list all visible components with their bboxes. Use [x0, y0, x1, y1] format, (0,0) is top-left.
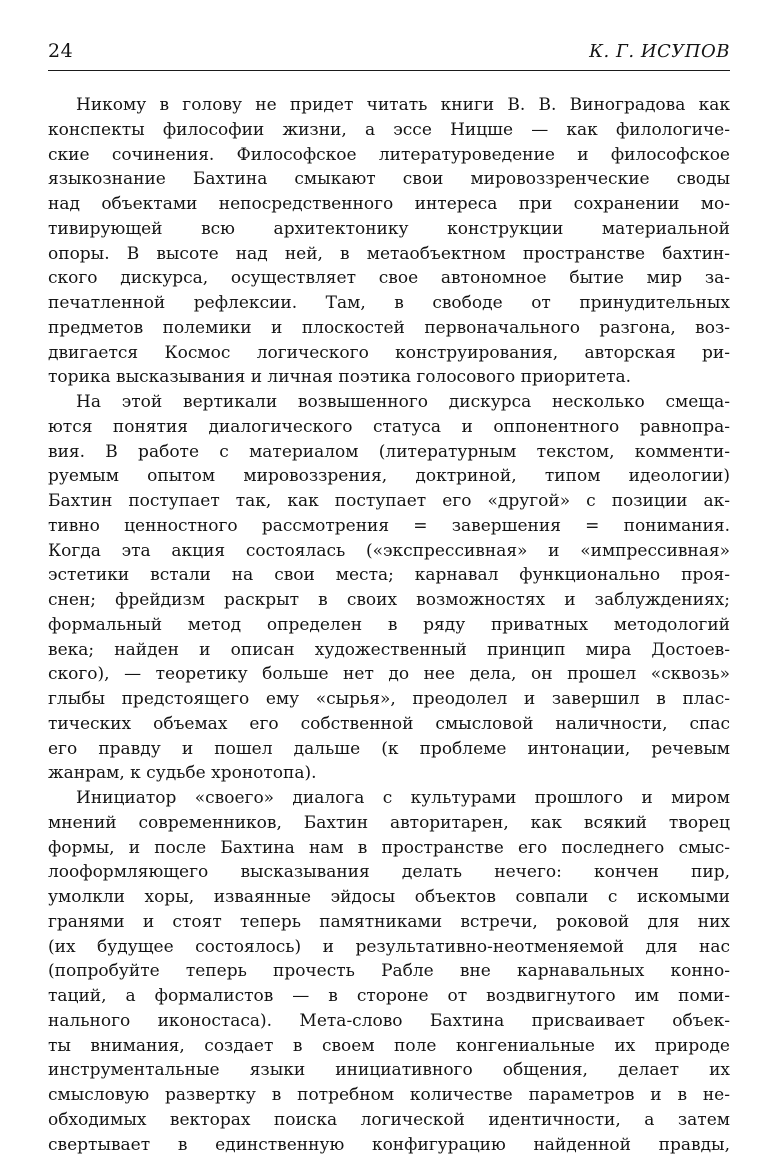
paragraph — [48, 93, 730, 390]
text-line: инструментальные языки инициативного общения, делает их — [48, 1058, 730, 1083]
text-line: эстетики встали на свои места; карнавал функционально проя- — [48, 563, 730, 588]
text-line: (попробуйте теперь прочесть Рабле вне карнавальных конно- — [48, 959, 730, 984]
text-line: мнений современников, Бахтин авторитарен, как всякий творец — [48, 811, 730, 836]
text-line: опоры. В высоте над ней, в метаобъектном пространстве бахтин- — [48, 242, 730, 267]
text-line: (их будущее состоялось) и результативно-неотменяемой для нас — [48, 935, 730, 960]
text-line: нального иконостаса). Мета-слово Бахтина присваивает объек- — [48, 1009, 730, 1034]
text-line: На этой вертикали возвышенного дискурса несколько смеща- — [48, 390, 730, 415]
text-line: Никому в голову не придет читать книги В. В. Виноградова как — [48, 93, 730, 118]
paragraph — [48, 390, 730, 786]
running-head-author: К. Г. ИСУПОВ — [589, 41, 730, 62]
text-line: Бахтин поступает так, как поступает его «другой» с позиции ак- — [48, 489, 730, 514]
text-line: ются понятия диалогического статуса и оппонентного равнопра- — [48, 415, 730, 440]
text-line: гранями и стоят теперь памятниками встречи, роковой для них — [48, 910, 730, 935]
text-line: формы, и после Бахтина нам в пространстве его последнего смыс- — [48, 836, 730, 861]
body-text — [48, 93, 730, 1157]
text-line: торика высказывания и личная поэтика голосового приоритета. — [48, 365, 730, 390]
text-line: его правду и пошел дальше (к проблеме интонации, речевым — [48, 737, 730, 762]
text-line: предметов полемики и плоскостей первоначального разгона, воз- — [48, 316, 730, 341]
paragraph — [48, 786, 730, 1157]
text-line: руемым опытом мировоззрения, доктриной, типом идеологии) — [48, 464, 730, 489]
text-line: ского), — теоретику больше нет до нее дела, он прошел «сквозь» — [48, 662, 730, 687]
book-page — [48, 40, 730, 1157]
text-line: тивно ценностного рассмотрения = завершения = понимания. — [48, 514, 730, 539]
text-line: печатленной рефлексии. Там, в свободе от принудительных — [48, 291, 730, 316]
text-line: умолкли хоры, изваянные эйдосы объектов совпали с искомыми — [48, 885, 730, 910]
text-line: конспекты философии жизни, а эссе Ницше — как филологиче- — [48, 118, 730, 143]
text-line: тивирующей всю архитектонику конструкции материальной — [48, 217, 730, 242]
text-line: таций, а формалистов — в стороне от воздвигнутого им поми- — [48, 984, 730, 1009]
text-line: свертывает в единственную конфигурацию найденной правды, — [48, 1133, 730, 1157]
text-line: двигается Космос логического конструирования, авторская ри- — [48, 341, 730, 366]
text-line: обходимых векторах поиска логической идентичности, а затем — [48, 1108, 730, 1133]
text-line: тических объемах его собственной смысловой наличности, спас — [48, 712, 730, 737]
page-number: 24 — [48, 40, 73, 62]
text-line: ские сочинения. Философское литературоведение и философское — [48, 143, 730, 168]
text-line: века; найден и описан художественный принцип мира Достоев- — [48, 638, 730, 663]
text-line: вия. В работе с материалом (литературным текстом, комменти- — [48, 440, 730, 465]
text-line: формальный метод определен в ряду приватных методологий — [48, 613, 730, 638]
text-line: ского дискурса, осуществляет свое автономное бытие мир за- — [48, 266, 730, 291]
text-line: ты внимания, создает в своем поле конгениальные их природе — [48, 1034, 730, 1059]
text-line: лооформляющего высказывания делать нечего: кончен пир, — [48, 860, 730, 885]
text-line: снен; фрейдизм раскрыт в своих возможностях и заблуждениях; — [48, 588, 730, 613]
text-line: жанрам, к судьбе хронотопа). — [48, 761, 730, 786]
text-line: Инициатор «своего» диалога с культурами прошлого и миром — [48, 786, 730, 811]
text-line: над объектами непосредственного интереса при сохранении мо- — [48, 192, 730, 217]
text-line: глыбы предстоящего ему «сырья», преодолел и завершил в плас- — [48, 687, 730, 712]
page-header — [48, 40, 730, 71]
text-line: Когда эта акция состоялась («экспрессивная» и «импрессивная» — [48, 539, 730, 564]
text-line: языкознание Бахтина смыкают свои мировоззренческие своды — [48, 167, 730, 192]
text-line: смысловую развертку в потребном количестве параметров и в не- — [48, 1083, 730, 1108]
